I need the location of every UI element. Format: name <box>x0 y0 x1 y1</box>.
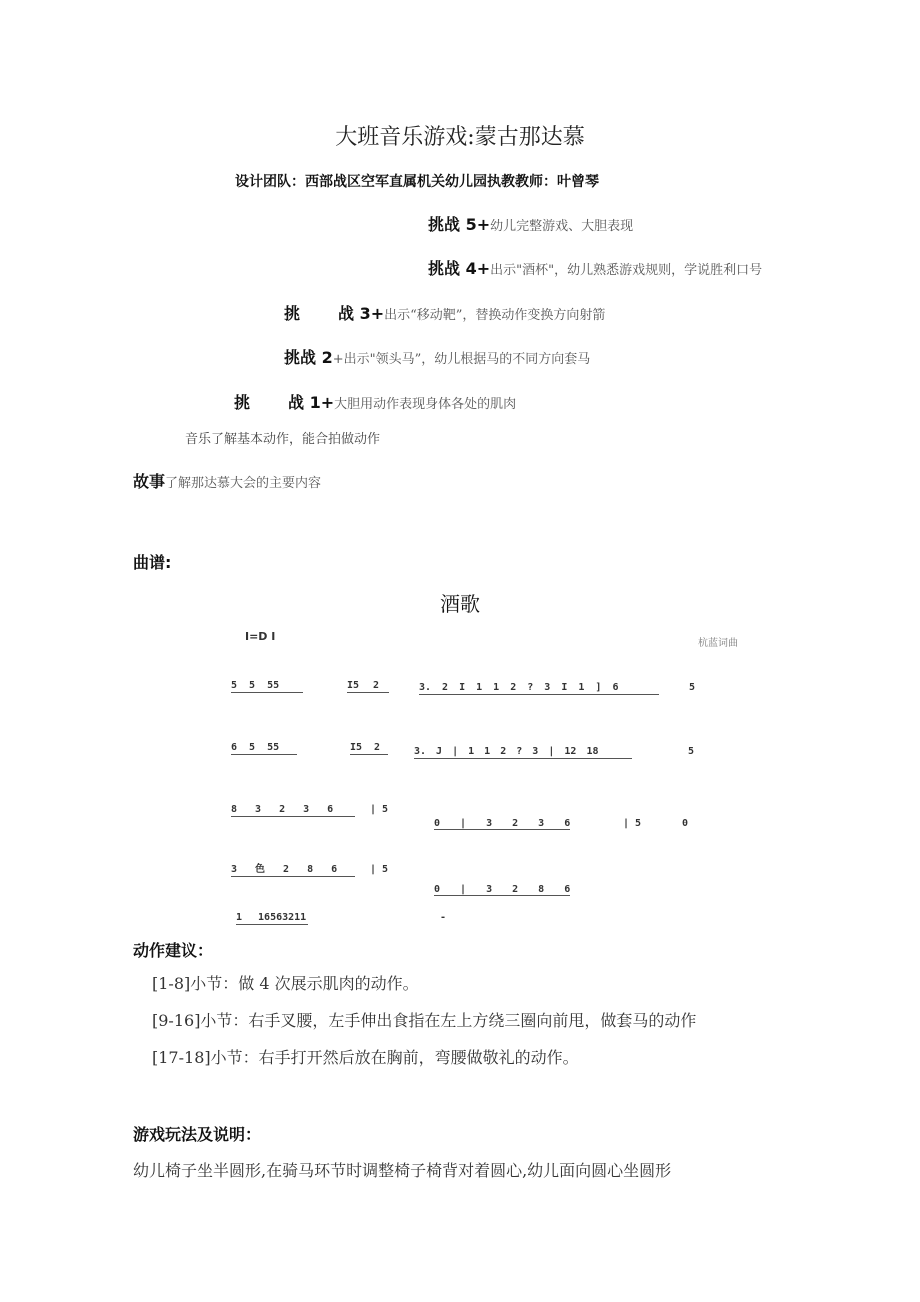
rules-text: 幼儿椅子坐半圆形,在骑马环节时调整椅子椅背对着圆心,幼儿面向圆心坐圆形 <box>133 1161 672 1180</box>
score-line-2 <box>231 742 297 755</box>
key-signature: I=D I <box>245 630 276 643</box>
challenge-2 <box>284 345 590 368</box>
action-item: [17-18]小节：右手打开然后放在胸前，弯腰做敬礼的动作。 <box>152 1048 579 1067</box>
score-segment: - <box>440 912 447 923</box>
song-title: 酒歌 <box>440 592 480 616</box>
score-segment: 5 <box>688 746 695 757</box>
challenge-label-b: 战 1+ <box>288 393 335 412</box>
score-segment: 3 色 2 8 6 <box>231 864 355 877</box>
score-segment: | 5 <box>623 818 642 829</box>
music-goal: 音乐了解基本动作，能合拍做动作 <box>185 432 381 447</box>
song-credit: 杭蓝词曲 <box>698 638 738 649</box>
story-goal <box>133 469 321 492</box>
challenge-label: 挑战 4+ <box>428 259 491 278</box>
challenge-3 <box>284 301 605 324</box>
score-line-3 <box>231 804 355 817</box>
challenge-text: 出示“移动靶”，替换动作变换方向射箭 <box>384 308 606 323</box>
challenge-label-a: 挑 <box>284 304 301 323</box>
challenge-label-b: 战 3+ <box>338 304 385 323</box>
score-segment: | 5 <box>370 864 389 875</box>
score-segment: 3. J | 1 1 2 ? 3 | 12 18 <box>414 746 632 759</box>
challenge-label: 挑战 2 <box>284 348 333 367</box>
score-segment: 1 16563211 <box>236 912 307 923</box>
score-heading: 曲谱: <box>133 553 172 572</box>
score-segment: 3. 2 I 1 1 2 ? 3 I 1 ] 6 <box>419 682 659 695</box>
challenge-1 <box>234 390 516 413</box>
score-line-5 <box>236 912 308 925</box>
score-segment: I5 2 <box>347 680 389 693</box>
design-team-byline: 设计团队：西部战区空军直属机关幼儿园执教教师：叶曾琴 <box>235 174 599 190</box>
action-item: [9-16]小节：右手叉腰，左手伸出食指在左上方绕三圈向前甩，做套马的动作 <box>152 1011 697 1030</box>
challenge-text: 出示"酒杯"，幼儿熟悉游戏规则，学说胜利口号 <box>490 263 763 278</box>
score-segment: 0 | 3 2 8 6 <box>434 884 571 895</box>
score-line-4 <box>231 864 355 877</box>
challenge-5 <box>428 212 633 235</box>
challenge-4 <box>428 256 762 279</box>
score-segment: I5 2 <box>350 742 388 755</box>
score-segment: 5 <box>689 682 696 693</box>
rules-heading: 游戏玩法及说明： <box>133 1125 262 1144</box>
score-segment: | 5 <box>370 804 389 815</box>
action-item: [1-8]小节：做 4 次展示肌肉的动作。 <box>152 974 419 993</box>
document-title: 大班音乐游戏:蒙古那达慕 <box>335 125 585 150</box>
challenge-text: +出示"领头马”，幼儿根据马的不同方向套马 <box>332 352 591 367</box>
score-segment: 0 <box>682 818 689 829</box>
challenge-text: 大胆用动作表现身体各处的肌肉 <box>334 397 517 412</box>
score-line-1 <box>231 680 303 693</box>
score-segment: 0 | 3 2 3 6 <box>434 818 571 829</box>
story-label: 故事 <box>133 472 166 491</box>
challenge-label-a: 挑 <box>234 393 251 412</box>
challenge-label: 挑战 5+ <box>428 215 491 234</box>
actions-heading: 动作建议： <box>133 941 214 960</box>
story-text: 了解那达慕大会的主要内容 <box>165 476 322 491</box>
score-segment: 5 5 55 <box>231 680 303 693</box>
challenge-text: 幼儿完整游戏、大胆表现 <box>490 219 634 234</box>
score-segment: 6 5 55 <box>231 742 297 755</box>
score-segment: 8 3 2 3 6 <box>231 804 355 817</box>
